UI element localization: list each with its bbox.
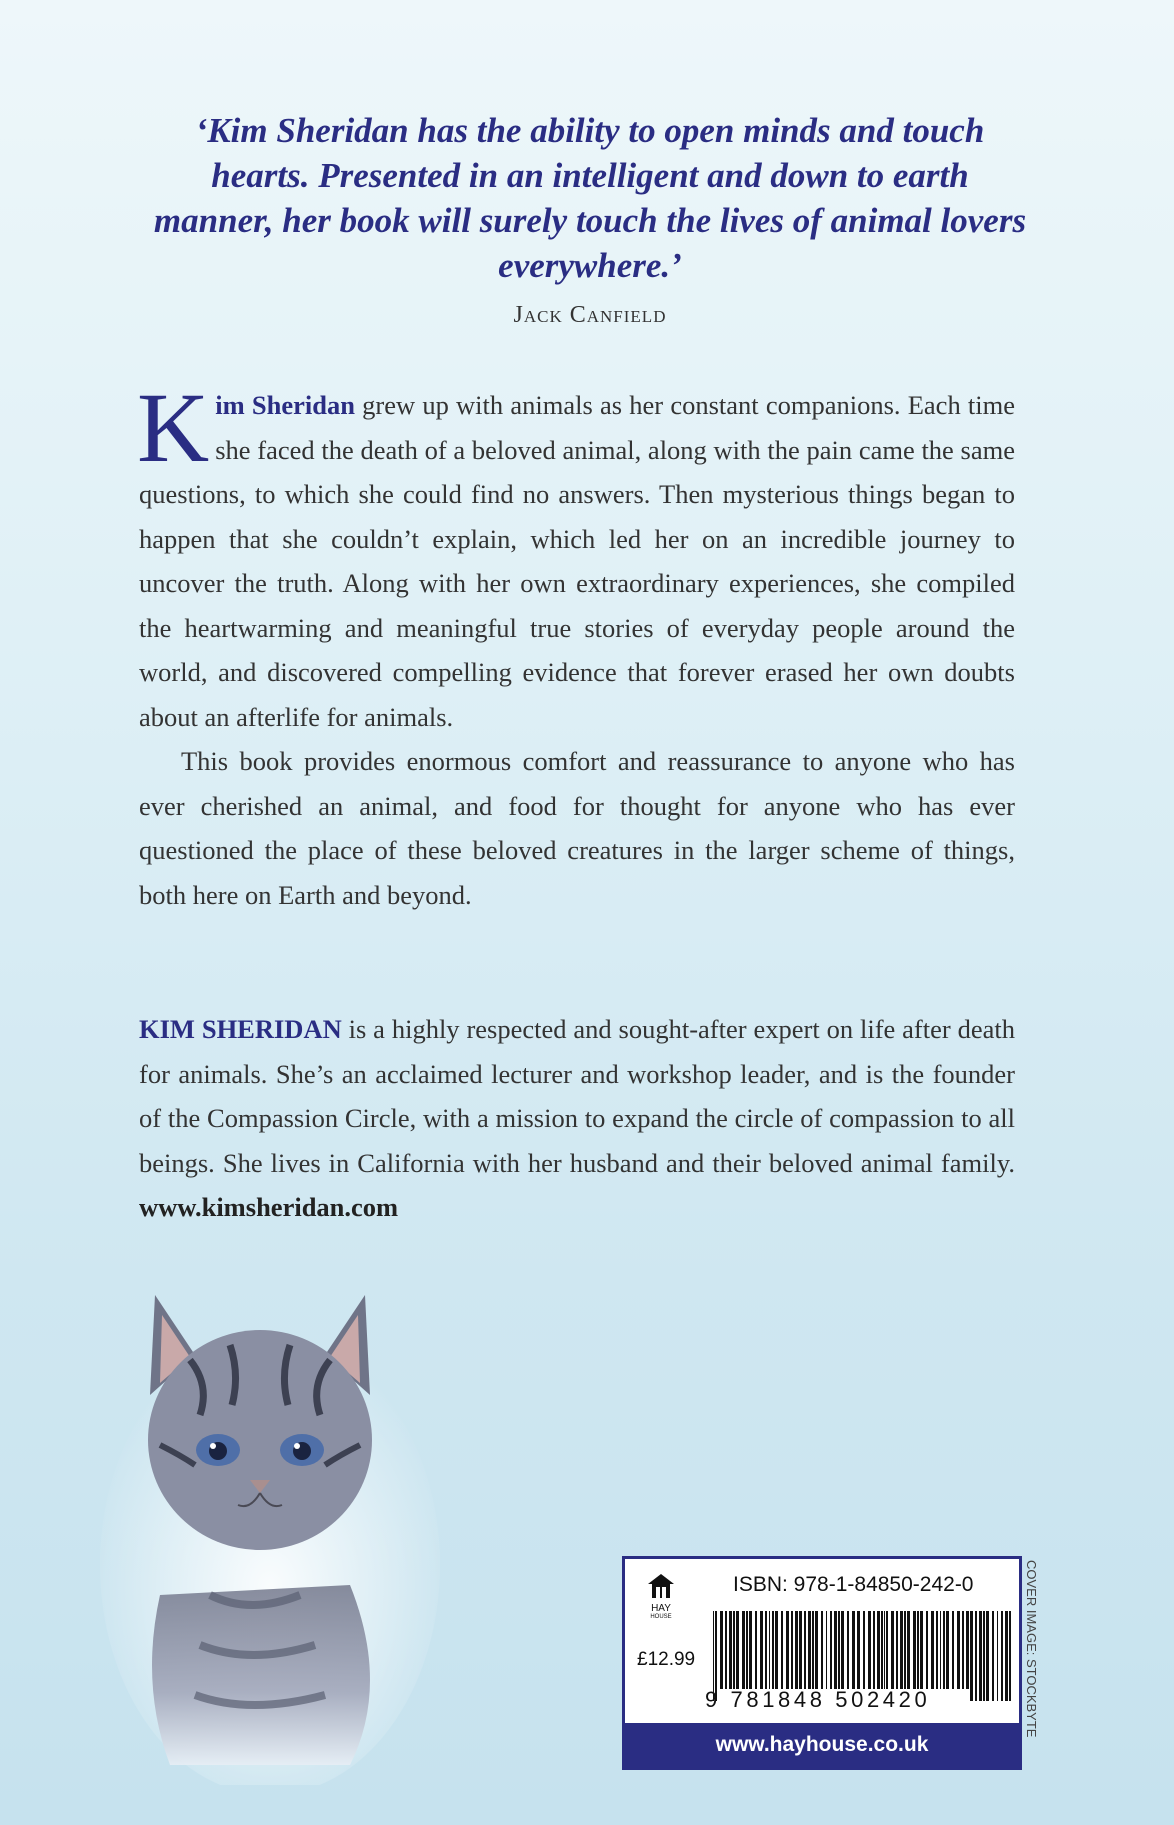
barcode-stripe bbox=[940, 1611, 941, 1689]
kitten-image bbox=[100, 1265, 440, 1785]
barcode-stripe bbox=[755, 1611, 757, 1689]
barcode-stripe bbox=[815, 1611, 818, 1689]
author-website: www.kimsheridan.com bbox=[139, 1192, 399, 1222]
barcode-stripe bbox=[729, 1611, 732, 1689]
barcode-stripe bbox=[920, 1611, 923, 1689]
logo-text: HAY bbox=[651, 1603, 671, 1614]
barcode-stripe bbox=[742, 1611, 745, 1689]
barcode-stripe bbox=[931, 1611, 934, 1689]
barcode-stripe bbox=[733, 1611, 735, 1689]
isbn: ISBN: 978-1-84850-242-0 bbox=[733, 1573, 974, 1596]
barcode-stripe bbox=[781, 1611, 783, 1689]
barcode-stripe bbox=[838, 1611, 840, 1689]
barcode-stripe bbox=[821, 1611, 823, 1689]
barcode-stripe bbox=[812, 1611, 814, 1689]
house-icon bbox=[647, 1573, 675, 1599]
drop-cap: K bbox=[137, 372, 210, 483]
barcode-stripe bbox=[952, 1611, 954, 1689]
barcode-stripe bbox=[907, 1611, 910, 1689]
barcode-stripe bbox=[957, 1611, 960, 1689]
blurb-paragraph-1 bbox=[137, 372, 1015, 739]
barcode-stripe bbox=[926, 1611, 928, 1689]
barcode-stripe bbox=[962, 1611, 964, 1689]
endorsement-quote: ‘Kim Sheridan has the ability to open minds and touch hearts. Presented in an intelligent and down to earth manner, her book will surely touch the lives of animal lovers everywhere.’ bbox=[153, 111, 1027, 285]
barcode-stripe bbox=[834, 1611, 837, 1689]
barcode-stripe bbox=[936, 1611, 938, 1689]
price: £12.99 bbox=[637, 1649, 696, 1670]
publisher-website: www.hayhouse.co.uk bbox=[625, 1723, 1019, 1767]
barcode-stripe bbox=[795, 1611, 798, 1689]
barcode-stripe bbox=[863, 1611, 865, 1689]
barcode-stripe bbox=[852, 1611, 855, 1689]
blurb-paragraph-2: This book provides enormous comfort and reassurance to anyone who has ever cherished an animal, and food for thought for anyone who has ever questioned the place of these beloved creatures in the larger scheme of things, both here on Earth and beyond. bbox=[139, 746, 1015, 910]
barcode-stripe bbox=[749, 1611, 752, 1689]
book-blurb bbox=[137, 372, 1015, 917]
endorsement-author: Jack Canfield bbox=[513, 302, 667, 328]
barcode-stripe bbox=[736, 1611, 739, 1689]
barcode-stripe bbox=[826, 1611, 827, 1689]
barcode-stripe bbox=[830, 1611, 832, 1689]
barcode-panel bbox=[622, 1556, 1022, 1770]
barcode-stripe bbox=[913, 1611, 916, 1689]
barcode-stripe bbox=[804, 1611, 806, 1689]
barcode-stripe bbox=[799, 1611, 802, 1689]
barcode-stripe bbox=[877, 1611, 880, 1689]
author-bio bbox=[139, 1007, 1015, 1230]
barcode-stripe bbox=[884, 1611, 885, 1689]
publisher-logo bbox=[639, 1573, 683, 1621]
barcode-stripe bbox=[943, 1611, 945, 1689]
barcode-stripe bbox=[896, 1611, 898, 1689]
barcode-stripe bbox=[900, 1611, 903, 1689]
barcode-stripe bbox=[765, 1611, 767, 1689]
barcode-stripe bbox=[891, 1611, 894, 1689]
barcode-stripe bbox=[847, 1611, 849, 1689]
barcode-stripe bbox=[775, 1611, 778, 1689]
barcode-stripe bbox=[791, 1611, 793, 1689]
barcode-stripe bbox=[725, 1611, 727, 1689]
barcode-stripe bbox=[720, 1611, 723, 1689]
barcode-number: 9 781848 502420 bbox=[705, 1687, 931, 1712]
barcode-stripe bbox=[917, 1611, 919, 1689]
barcode-stripe bbox=[841, 1611, 844, 1689]
barcode-stripe bbox=[786, 1611, 789, 1689]
barcode-stripe bbox=[772, 1611, 774, 1689]
barcode-stripe bbox=[886, 1611, 888, 1689]
barcode-stripe bbox=[868, 1611, 871, 1689]
cover-image-credit: COVER IMAGE: STOCKBYTE bbox=[1024, 1560, 1039, 1738]
barcode-stripe bbox=[808, 1611, 811, 1689]
barcode-stripe bbox=[857, 1611, 860, 1689]
barcode-stripe bbox=[946, 1611, 949, 1689]
barcode-stripe bbox=[746, 1611, 748, 1689]
barcode-stripe bbox=[904, 1611, 906, 1689]
logo-subtext: HOUSE bbox=[650, 1614, 672, 1620]
barcode-stripe bbox=[966, 1611, 969, 1689]
blurb-paragraph-1-text: grew up with animals as her constant companions. Each time she faced the death of a beloved animal, along with the pain came the same questions, to which she could find no answers. Then mysterious things began to happen that she couldn’t explain, which led her on an incredible journey to uncover the truth. Along with her own extraordinary experiences, she compiled the heartwarming and meaningful true stories of everyday people around the world, and discovered compelling evidence that forever erased her own doubts about an afterlife for animals. bbox=[139, 390, 1015, 732]
barcode-stripe bbox=[881, 1611, 883, 1689]
author-bio-text: is a highly respected and sought-after expert on life after death for animals. She’s an acclaimed lecturer and workshop leader, and is the founder of the Compassion Circle, with a mission to expand the circle of compassion to all beings. She lives in California with her husband and their beloved animal family. bbox=[139, 1014, 1015, 1178]
barcode-stripe bbox=[760, 1611, 763, 1689]
author-name: KIM SHERIDAN bbox=[139, 1014, 342, 1044]
author-name-inline: im Sheridan bbox=[215, 390, 355, 420]
barcode-stripe bbox=[873, 1611, 875, 1689]
barcode-stripe bbox=[769, 1611, 770, 1689]
